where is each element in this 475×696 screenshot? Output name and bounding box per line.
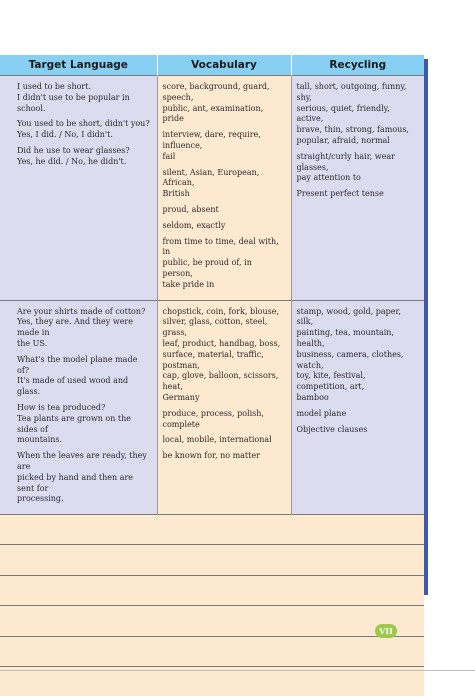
text-line: chopstick, coin, fork, blouse, <box>162 306 280 316</box>
text-line: Germany <box>162 392 200 402</box>
text-group <box>297 307 419 404</box>
text-line: surface, material, traffic, postman, <box>162 349 264 370</box>
blank-cell <box>0 575 424 605</box>
target-language-cell <box>0 76 157 301</box>
text-group <box>297 425 419 436</box>
text-line: Present perfect tense <box>296 189 384 199</box>
syllabus-table-wrapper <box>0 55 428 595</box>
blank-cell <box>0 515 424 545</box>
text-line: seldom, exactly <box>162 220 226 230</box>
text-group <box>163 82 285 125</box>
text-line: produce, process, polish, complete <box>162 408 264 429</box>
text-line: score, background, guard, speech, <box>162 82 270 102</box>
text-line: I didn't use to be popular in school. <box>17 92 130 113</box>
text-line: How is tea produced? <box>17 402 106 412</box>
text-line: straight/curly hair, wear glasses, <box>296 151 395 172</box>
syllabus-table <box>0 55 424 696</box>
text-line: local, mobile, international <box>162 435 272 445</box>
text-line: from time to time, deal with, in <box>162 236 279 257</box>
text-line: public, ant, examination, pride <box>162 103 264 124</box>
text-line: Yes, he did. / No, he didn't. <box>17 156 127 166</box>
text-group <box>163 237 285 291</box>
text-line: pay attention to <box>296 173 361 183</box>
text-line: silent, Asian, European, African, <box>162 167 260 188</box>
text-group <box>163 168 285 200</box>
text-line: When the leaves are ready, they are <box>17 451 147 471</box>
text-line: popular, afraid, normal <box>296 135 390 145</box>
table-header-row <box>0 55 424 76</box>
text-group <box>163 307 285 404</box>
text-line: toy, kite, festival, competition, art, <box>296 371 366 392</box>
blank-row <box>0 636 424 666</box>
text-line: It's made of used wood and glass. <box>17 376 129 397</box>
text-line: Objective clauses <box>296 424 368 434</box>
text-line: model plane <box>296 408 347 418</box>
text-group <box>163 409 285 431</box>
target-language-cell <box>0 300 157 515</box>
text-group <box>163 205 285 216</box>
text-line: Tea plants are grown on the sides of <box>17 413 132 434</box>
blank-row <box>0 606 424 636</box>
text-line: British <box>162 189 190 199</box>
vocabulary-cell <box>157 76 291 301</box>
recycling-cell <box>291 76 424 301</box>
text-group <box>17 146 151 168</box>
blank-row <box>0 575 424 605</box>
page-number-badge: VII <box>375 624 397 638</box>
text-line: picked by hand and then are sent for <box>17 472 134 493</box>
text-line: take pride in <box>162 279 215 289</box>
text-line: serious, quiet, friendly, active, <box>296 103 390 124</box>
text-group <box>17 307 151 350</box>
text-line: the US. <box>17 338 48 348</box>
text-line: processing. <box>17 494 64 504</box>
blank-cell <box>0 636 424 666</box>
text-line: stamp, wood, gold, paper, silk, <box>296 306 402 327</box>
table-row <box>0 300 424 515</box>
text-group <box>297 189 419 200</box>
text-line: Yes, I did. / No, I didn't. <box>17 130 113 140</box>
recycling-cell <box>291 300 424 515</box>
text-line: Yes, they are. And they were made in <box>17 317 133 338</box>
text-group <box>17 355 151 398</box>
blank-cell <box>0 545 424 575</box>
text-group <box>297 152 419 184</box>
text-line: public, be proud of, in person, <box>162 258 252 278</box>
text-line: Are your shirts made of cotton? <box>17 306 146 316</box>
text-group <box>297 82 419 147</box>
blank-row <box>0 545 424 575</box>
text-line: You used to be short, didn't you? <box>17 119 150 129</box>
text-group <box>163 451 285 462</box>
text-line: bamboo <box>296 392 329 402</box>
blank-cell <box>0 606 424 636</box>
text-group <box>297 409 419 420</box>
vocabulary-cell <box>157 300 291 515</box>
text-group <box>17 119 151 141</box>
blank-row <box>0 515 424 545</box>
text-line: What's the model plane made of? <box>17 354 138 375</box>
table-row <box>0 76 424 301</box>
text-line: brave, thin, strong, famous, <box>296 125 409 135</box>
text-line: proud, absent <box>162 204 219 214</box>
text-line: Did he use to wear glasses? <box>17 145 130 155</box>
text-group <box>163 435 285 446</box>
text-line: I used to be short. <box>17 82 91 91</box>
text-line: silver, glass, cotton, steel, grass, <box>162 317 268 338</box>
text-line: leaf, product, handbag, boss, <box>162 338 281 348</box>
text-line: tall, short, outgoing, funny, shy, <box>296 82 407 102</box>
text-group <box>17 451 151 505</box>
text-group <box>163 130 285 162</box>
header-recycling: Recycling <box>291 55 424 76</box>
text-group <box>17 403 151 446</box>
text-group <box>17 82 151 114</box>
bottom-divider <box>0 670 475 671</box>
text-line: mountains. <box>17 435 63 445</box>
header-target-language: Target Language <box>0 55 157 76</box>
text-line: cap, glove, balloon, scissors, heat, <box>162 371 279 392</box>
text-group <box>163 221 285 232</box>
text-line: business, camera, clothes, watch, <box>296 349 404 370</box>
text-line: be known for, no matter <box>162 451 260 461</box>
text-line: fail <box>162 151 176 161</box>
header-vocabulary: Vocabulary <box>157 55 291 76</box>
text-line: interview, dare, require, influence, <box>162 130 261 150</box>
text-line: painting, tea, mountain, health, <box>296 328 394 348</box>
